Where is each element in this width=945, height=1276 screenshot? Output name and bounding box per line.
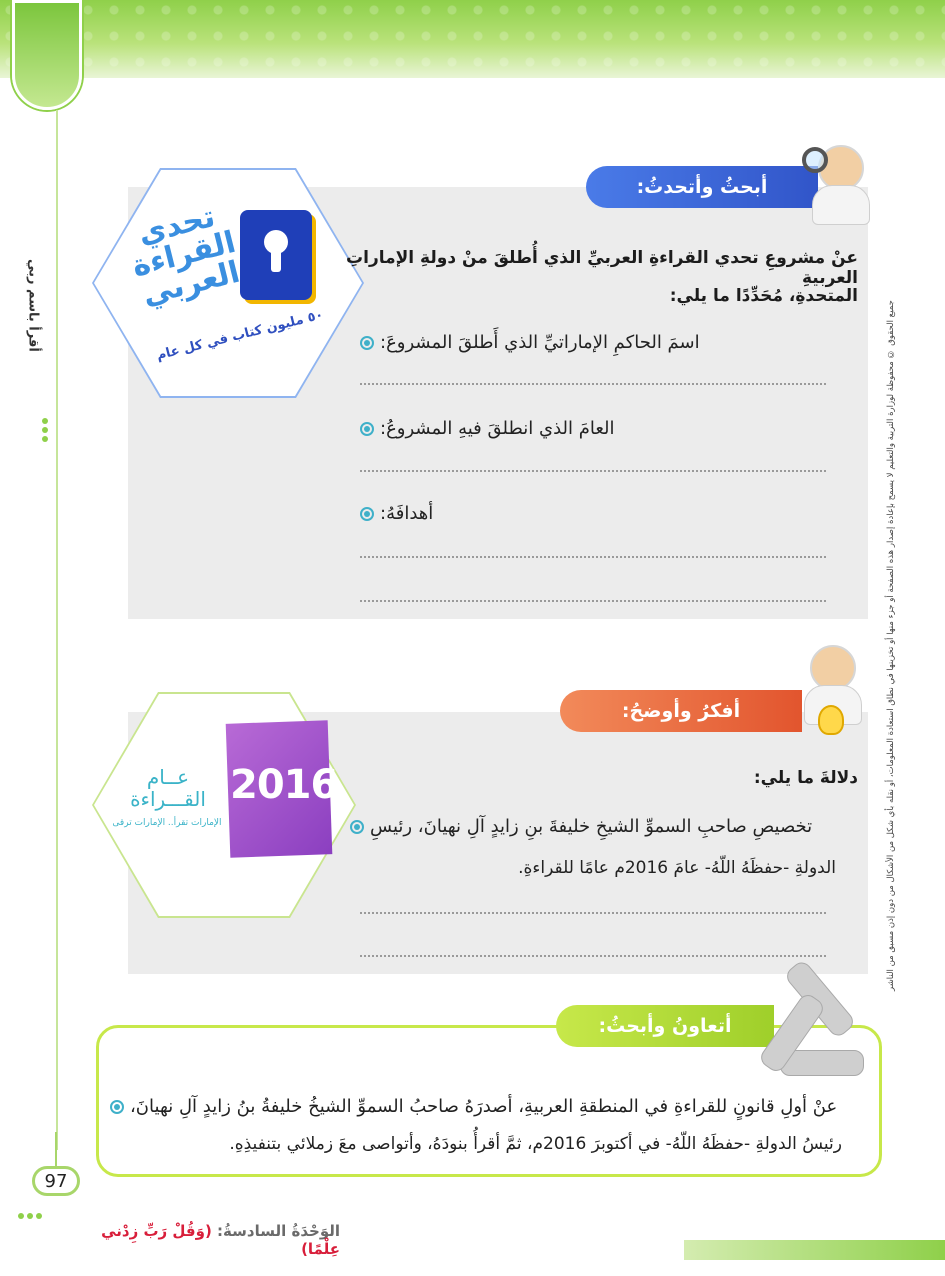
tab-research-discuss: أبحثُ وأتحدثُ:	[586, 166, 818, 208]
page-number-stem	[55, 1132, 57, 1166]
question-text: أهدافَهُ:	[380, 503, 434, 524]
dedication-item	[350, 816, 852, 837]
top-arch-ornament	[12, 0, 82, 110]
top-pattern	[0, 0, 945, 78]
unit-quote: (وَقُلْ رَبِّ زِدْني عِلْمًا)	[101, 1222, 340, 1258]
question-goals	[360, 503, 852, 524]
bullet-icon	[360, 336, 374, 350]
answer-line[interactable]	[360, 556, 826, 558]
tab-cooperate-research: أتعاونُ وأبحثُ:	[556, 1005, 774, 1047]
logo-subtitle: ٥٠ مليون كتاب في كل عام	[155, 307, 325, 364]
question-ruler-name	[360, 332, 852, 353]
item-text-line1: تخصيصِ صاحبِ السموِّ الشيخِ خليفةَ بنِ زايدٍ آلِ نهيانَ، رئيسِ	[370, 816, 813, 837]
bullet-icon	[110, 1100, 124, 1114]
boy-lightbulb-icon	[800, 645, 866, 745]
item-text-line2: الدولةِ -حفظَهُ اللّهُ- عامَ 2016م عامًا للقراءةِ.	[518, 858, 836, 878]
bullet-icon	[360, 422, 374, 436]
item-text-line1: عنْ أولِ قانونٍ للقراءةِ في المنطقةِ العربيةِ، أصدرَهُ صاحبُ السموِّ الشيخُ خليفةُ بنُ زايدٍ آلِ نهيانَ،	[130, 1096, 838, 1117]
section1-intro-line1: عنْ مشروعِ تحدي القراءةِ العربيِّ الذي أُطلقَ منْ دولةِ الإماراتِ العربيةِ	[346, 248, 858, 288]
logo-title: عــام القـــراءة	[130, 765, 206, 811]
question-launch-year	[360, 418, 852, 439]
boy-magnifier-icon	[808, 145, 870, 223]
page-number: 97	[32, 1166, 80, 1196]
answer-line[interactable]	[360, 383, 826, 385]
copyright-notice: جميع الحقوق © محفوظة لوزارة التربية والتعليم لا يسمح بإعادة إصدار هذه الصفحة أو جزء منها أو تخزينها في نطاق استعادة المعلومات، أو نقله بأي شكل من الأشكال من دون إذن مسبق من الناشر	[886, 300, 896, 991]
bottom-decorative-bar	[684, 1240, 945, 1260]
item-text-line2: رئيسُ الدولةِ -حفظَهُ اللّهُ- في أكتوبرَ 2016م، ثمَّ أقرأُ بنودَهُ، وأتواصى معَ زملائي بتنفيذِهِ.	[229, 1134, 842, 1154]
logo-subtitle: الإمارات تقرأ.. الإمارات ترقى	[112, 818, 222, 828]
tab-think-explain: أفكرُ وأوضحُ:	[560, 690, 802, 732]
logo-year: 2016	[230, 762, 338, 808]
question-text: العامَ الذي انطلقَ فيهِ المشروعُ:	[380, 418, 615, 439]
answer-line[interactable]	[360, 470, 826, 472]
left-dots-ornament	[42, 415, 62, 451]
unit-label: الوَحْدَةُ السادسةُ:	[217, 1222, 340, 1240]
law-research-item	[110, 1096, 862, 1117]
bottom-dots-ornament	[18, 1204, 45, 1223]
bullet-icon	[350, 820, 364, 834]
answer-line[interactable]	[360, 600, 826, 602]
joined-hands-icon	[750, 980, 880, 1088]
answer-line[interactable]	[360, 955, 826, 957]
sidebar-label: أقرأ باسم ربي	[25, 258, 41, 352]
section1-intro-line2: المتحدةِ، مُحَدِّدًا ما يلي:	[669, 286, 858, 306]
left-margin-line	[56, 110, 58, 1150]
answer-line[interactable]	[360, 912, 826, 914]
bullet-icon	[360, 507, 374, 521]
logo-title: تحدي القراءة العربي	[128, 199, 244, 313]
footer-unit-title	[60, 1222, 340, 1258]
question-text: اسمَ الحاكمِ الإماراتيِّ الذي أَطلقَ المشروعَ:	[380, 332, 700, 353]
section2-intro: دلالةَ ما يلي:	[753, 768, 858, 788]
